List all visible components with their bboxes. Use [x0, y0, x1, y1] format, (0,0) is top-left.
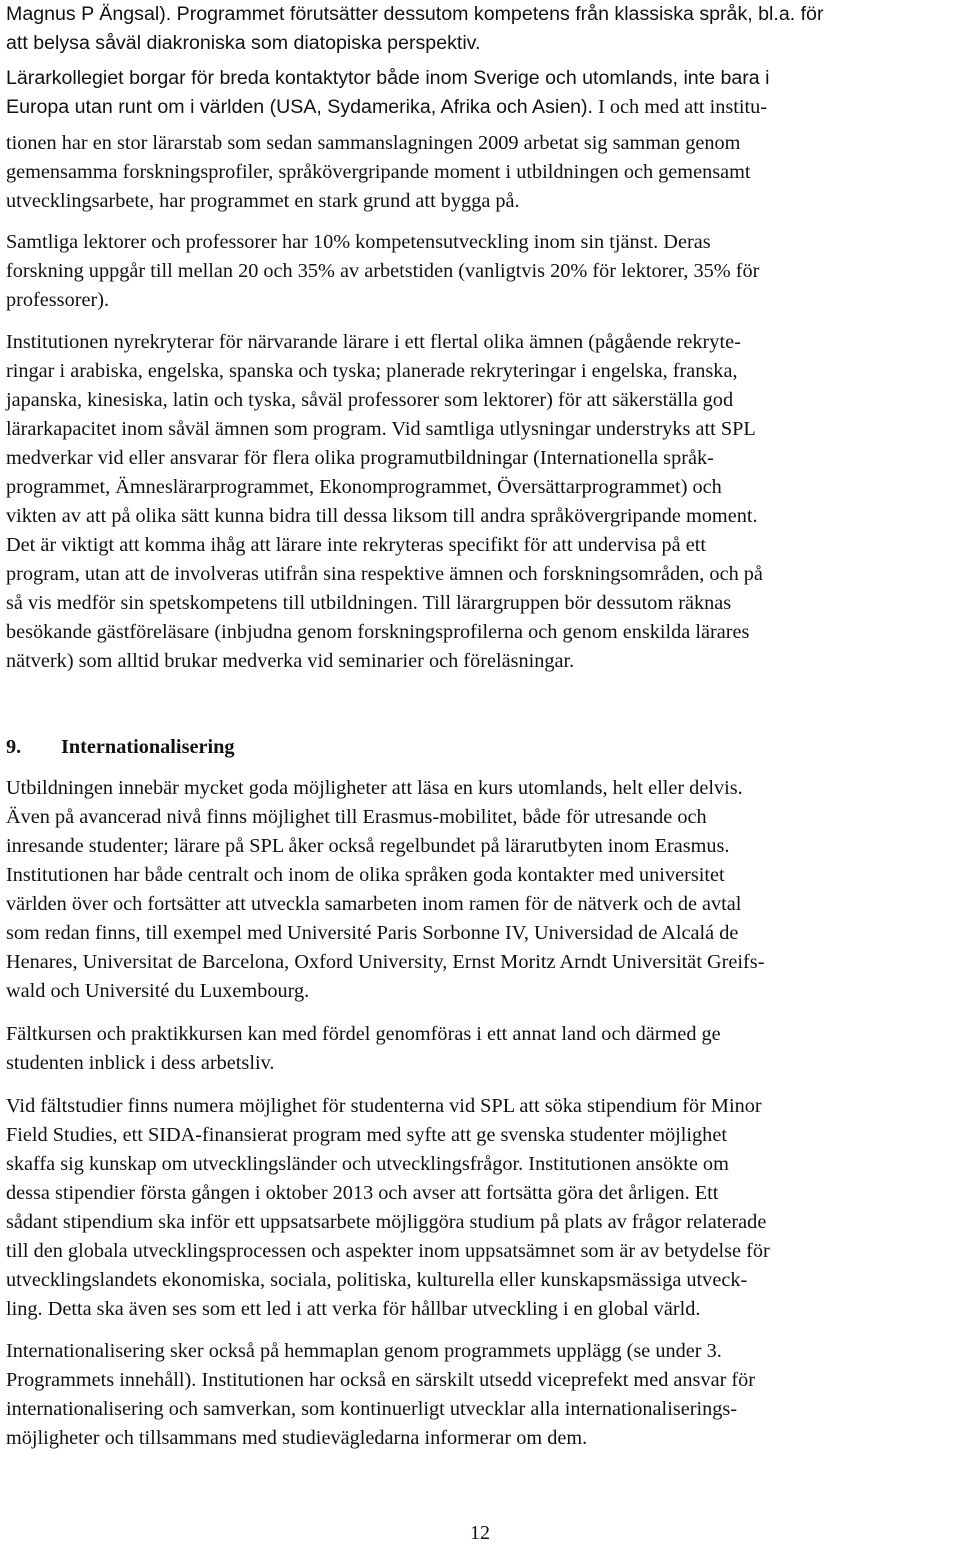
- text-line: program, utan att de involveras utifrån sina respektive ämnen och forskningsområden, och på: [6, 563, 763, 585]
- text-line: till den globala utvecklingsprocessen och aspekter inom uppsatsämnet som är av betydelse för: [6, 1240, 770, 1262]
- text-line: Det är viktigt att komma ihåg att lärare inte rekryteras specifikt för att undervisa på ett: [6, 534, 707, 556]
- text-line: utvecklingslandets ekonomiska, sociala, politiska, kulturella eller kunskapsmässiga utveck-: [6, 1269, 748, 1291]
- text-line: Vid fältstudier finns numera möjlighet för studenterna vid SPL att söka stipendium för Minor: [6, 1095, 762, 1117]
- text-line: Magnus P Ängsal). Programmet förutsätter dessutom kompetens från klassiska språk, bl.a. för: [6, 3, 824, 25]
- text-line: forskning uppgår till mellan 20 och 35% av arbetstiden (vanligtvis 20% för lektorer, 35% för: [6, 260, 760, 282]
- text-line: Även på avancerad nivå finns möjlighet till Erasmus-mobilitet, både för utresande och: [6, 806, 707, 828]
- section-title: Internationalisering: [61, 736, 235, 758]
- text-line: Samtliga lektorer och professorer har 10% kompetensutveckling inom sin tjänst. Deras: [6, 231, 711, 253]
- text-line: ringar i arabiska, engelska, spanska och tyska; planerade rekryteringar i engelska, franska,: [6, 360, 738, 382]
- text-line: gemensamma forskningsprofiler, språkövergripande moment i utbildningen och gemensamt: [6, 161, 751, 183]
- text-line: som redan finns, till exempel med Université Paris Sorbonne IV, Universidad de Alcalá de: [6, 922, 739, 944]
- section-number: 9.: [6, 736, 22, 758]
- text-line: studenten inblick i dess arbetsliv.: [6, 1052, 275, 1074]
- text-line: Henares, Universitat de Barcelona, Oxford University, Ernst Moritz Arndt Universität Greifs-: [6, 951, 765, 973]
- section-heading: [6, 733, 235, 762]
- text-line: internationalisering och samverkan, som kontinuerligt utvecklar alla internationaliserings-: [6, 1398, 738, 1420]
- text-line: Institutionen har både centralt och inom de olika språken goda kontakter med universitet: [6, 864, 725, 886]
- text-line: ling. Detta ska även ses som ett led i att verka för hållbar utveckling i en global värld.: [6, 1298, 701, 1320]
- text-line: besökande gästföreläsare (inbjudna genom forskningsprofilerna och genom enskilda lärares: [6, 621, 750, 643]
- text-line: vikten av att på olika sätt kunna bidra till dessa liksom till andra språkövergripande moment.: [6, 505, 758, 527]
- text-line: wald och Université du Luxembourg.: [6, 980, 310, 1002]
- text-line: Internationalisering sker också på hemmaplan genom programmets upplägg (se under 3.: [6, 1340, 722, 1362]
- text-line: tionen har en stor lärarstab som sedan sammanslagningen 2009 arbetat sig samman genom: [6, 132, 741, 154]
- text-line: Lärarkollegiet borgar för breda kontaktytor både inom Sverige och utomlands, inte bara i: [6, 67, 770, 89]
- page-number: 12: [470, 1522, 490, 1544]
- text-line: medverkar vid eller ansvarar för flera olika programutbildningar (Internationella språk-: [6, 447, 714, 469]
- text-line: skaffa sig kunskap om utvecklingsländer och utvecklingsfrågor. Institutionen ansökte om: [6, 1153, 729, 1175]
- text-line: Programmets innehåll). Institutionen har också en särskilt utsedd viceprefekt med ansvar för: [6, 1369, 756, 1391]
- text-line: sådant stipendium ska inför ett uppsatsarbete möjliggöra studium på plats av frågor relaterade: [6, 1211, 767, 1233]
- text-line: Fältkursen och praktikkursen kan med fördel genomföras i ett annat land och därmed ge: [6, 1023, 721, 1045]
- text-line: Utbildningen innebär mycket goda möjligheter att läsa en kurs utomlands, helt eller delvis.: [6, 777, 743, 799]
- text-line: lärarkapacitet inom såväl ämnen som program. Vid samtliga utlysningar understryks att SPL: [6, 418, 756, 440]
- text-span: I och med att institu-: [598, 96, 768, 118]
- text-line: programmet, Ämneslärarprogrammet, Ekonomprogrammet, Översättarprogrammet) och: [6, 476, 722, 498]
- text-line: utvecklingsarbete, har programmet en stark grund att bygga på.: [6, 190, 520, 212]
- text-line: så vis medför sin spetskompetens till utbildningen. Till lärargruppen bör dessutom räknas: [6, 592, 732, 614]
- text-line: att belysa såväl diakroniska som diatopiska perspektiv.: [6, 32, 481, 54]
- text-line: Institutionen nyrekryterar för närvarande lärare i ett flertal olika ämnen (pågående rekryte-: [6, 331, 741, 353]
- text-line: professorer).: [6, 289, 110, 311]
- text-line: inresande studenter; lärare på SPL åker också regelbundet på lärarutbyten inom Erasmus.: [6, 835, 730, 857]
- text-line: nätverk) som alltid brukar medverka vid seminarier och föreläsningar.: [6, 650, 575, 672]
- text-line: världen över och fortsätter att utveckla samarbeten inom ramen för de nätverk och de avtal: [6, 893, 742, 915]
- text-line: Field Studies, ett SIDA-finansierat program med syfte att ge svenska studenter möjlighet: [6, 1124, 727, 1146]
- text-span: Europa utan runt om i världen (USA, Sydamerika, Afrika och Asien).: [6, 96, 593, 118]
- text-line: japanska, kinesiska, latin och tyska, såväl professorer som lektorer) för att säkerställa god: [6, 389, 734, 411]
- text-line-composite: [6, 93, 767, 122]
- text-line: dessa stipendier första gången i oktober 2013 och avser att fortsätta göra det årligen. Ett: [6, 1182, 719, 1204]
- text-line: möjligheter och tillsammans med studievägledarna informerar om dem.: [6, 1427, 588, 1449]
